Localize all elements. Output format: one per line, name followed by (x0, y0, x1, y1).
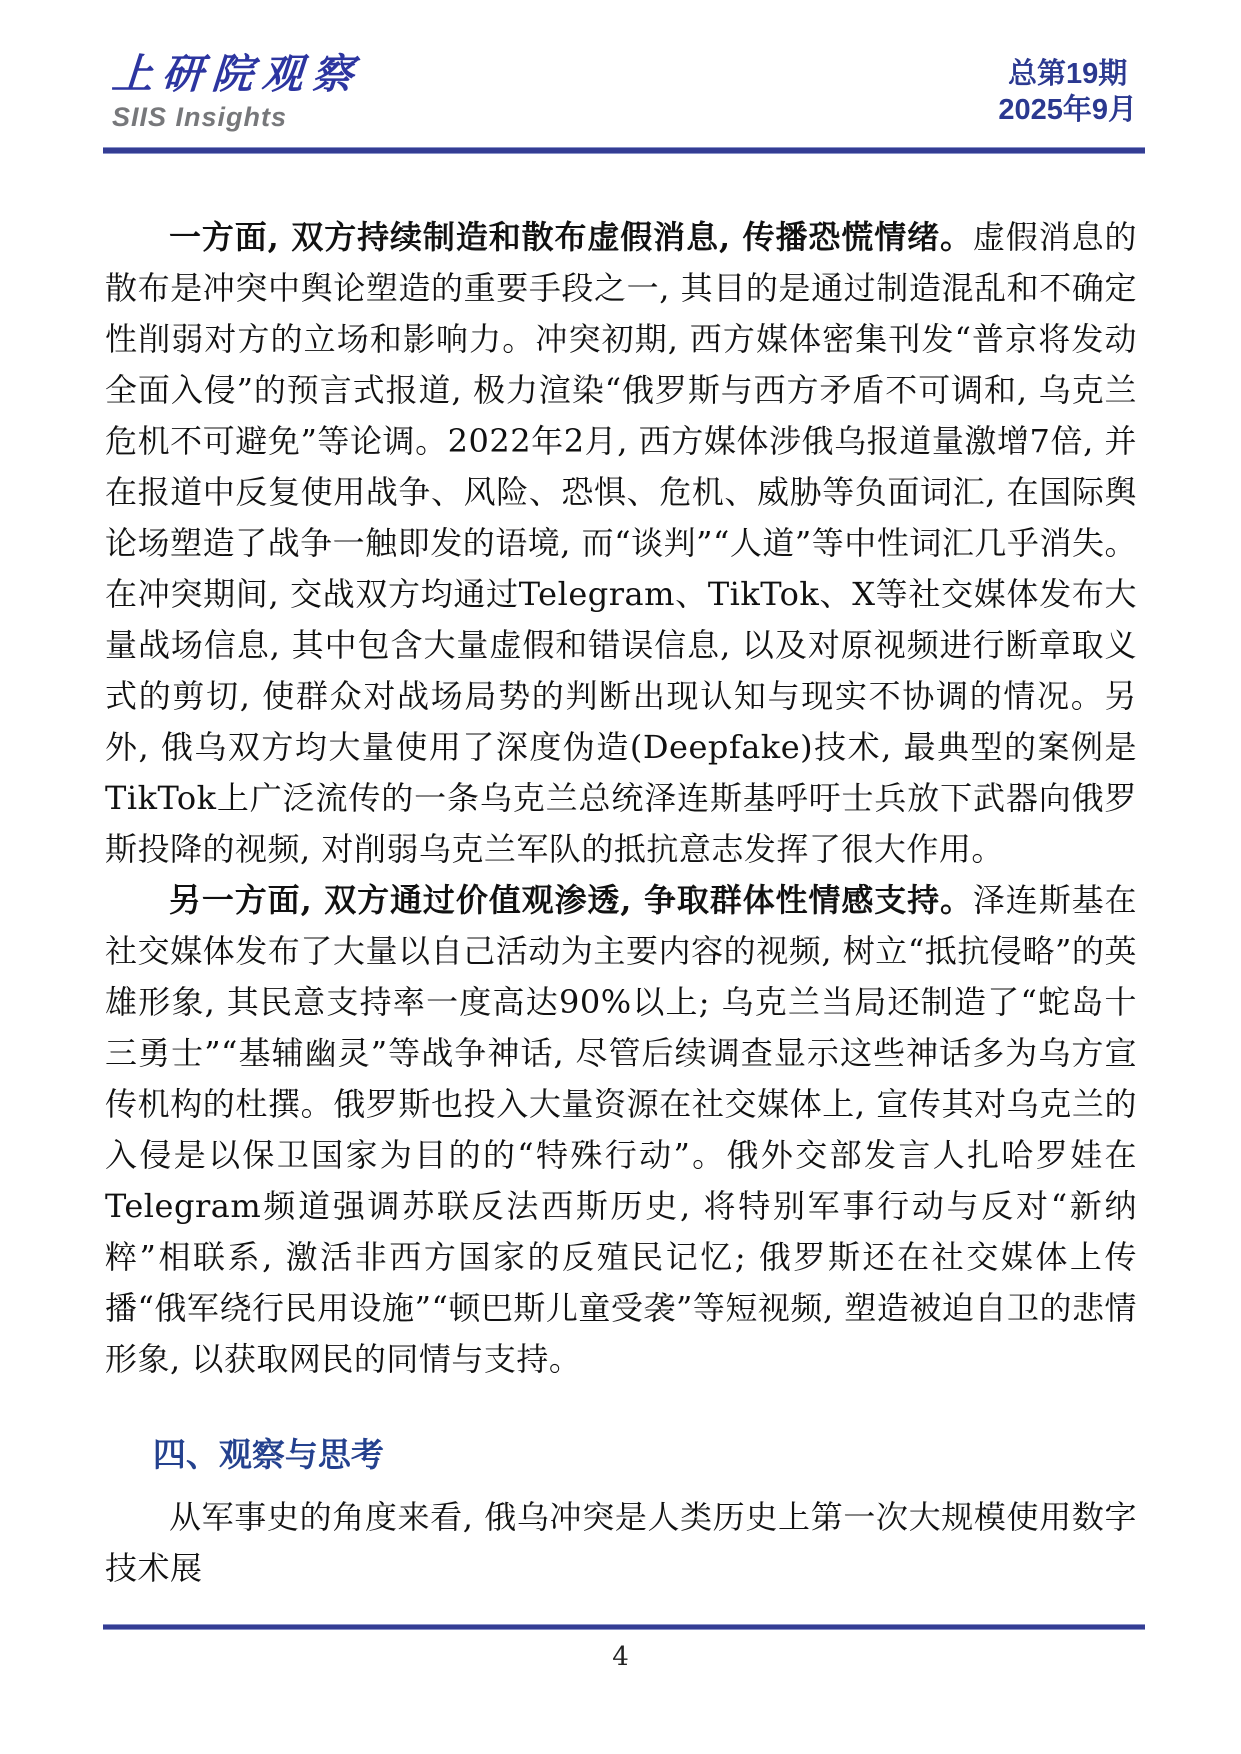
issue-info (998, 56, 1137, 128)
article-body (105, 212, 1137, 1594)
journal-logo-english: SIIS Insights (112, 102, 288, 132)
paragraph-lead-bold: 一方面, 双方持续制造和散布虚假消息, 传播恐慌情绪。 (169, 218, 973, 256)
footer-rule (103, 1625, 1145, 1629)
page-number: 4 (612, 1642, 629, 1672)
issue-date: 2025年9月 (998, 94, 1137, 126)
issue-number: 总第19期 (1008, 58, 1128, 90)
paragraph-text: 泽连斯基在社交媒体发布了大量以自己活动为主要内容的视频, 树立“抵抗侵略”的英雄形象, 其民意支持率一度高达90%以上; 乌克兰当局还制造了“蛇岛十三勇士”“基辅幽灵”等战争神话, 尽管后续调查显示这些神话多为乌方宣传机构的杜撰。俄罗斯也投入大量资源在社交媒体上, 宣传其对乌克兰的入侵是以保卫国家为目的的“特殊行动”。俄外交部发言人扎哈罗娃在Telegram频道强调苏联反法西斯历史, 将特别军事行动与反对“新纳粹”相联系, 激活非西方国家的反殖民记忆; 俄罗斯还在社交媒体上传播“俄军绕行民用设施”“顿巴斯儿童受袭”等短视频, 塑造被迫自卫的悲情形象, 以获取网民的同情与支持。 (105, 881, 1137, 1378)
paragraph-lead-bold: 另一方面, 双方通过价值观渗透, 争取群体性情感支持。 (169, 881, 973, 919)
paragraph-disinformation (105, 212, 1137, 875)
paragraph-text: 虚假消息的散布是冲突中舆论塑造的重要手段之一, 其目的是通过制造混乱和不确定性削弱对方的立场和影响力。冲突初期, 西方媒体密集刊发“普京将发动全面入侵”的预言式报道, 极力渲染“俄罗斯与西方矛盾不可调和, 乌克兰危机不可避免”等论调。2022年2月, 西方媒体涉俄乌报道量激增7倍, 并在报道中反复使用战争、风险、恐惧、危机、威胁等负面词汇, 在国际舆论场塑造了战争一触即发的语境, 而“谈判”“人道”等中性词汇几乎消失。在冲突期间, 交战双方均通过Telegram、TikTok、X等社交媒体发布大量战场信息, 其中包含大量虚假和错误信息, 以及对原视频进行断章取义式的剪切, 使群众对战场局势的判断出现认知与现实不协调的情况。另外, 俄乌双方均大量使用了深度伪造(Deepfake)技术, 最典型的案例是TikTok上广泛流传的一条乌克兰总统泽连斯基呼吁士兵放下武器向俄罗斯投降的视频, 对削弱乌克兰军队的抵抗意志发挥了很大作用。 (105, 218, 1137, 868)
journal-logo (110, 50, 364, 132)
paragraph-values-infiltration (105, 875, 1137, 1385)
section-heading-observations: 四、观察与思考 (152, 1435, 384, 1474)
header-rule (103, 148, 1145, 153)
page-header (0, 0, 1241, 131)
paragraph-closing: 从军事史的角度来看, 俄乌冲突是人类历史上第一次大规模使用数字技术展 (105, 1498, 1137, 1587)
journal-logo-chinese: 上研院观察 (110, 50, 364, 98)
